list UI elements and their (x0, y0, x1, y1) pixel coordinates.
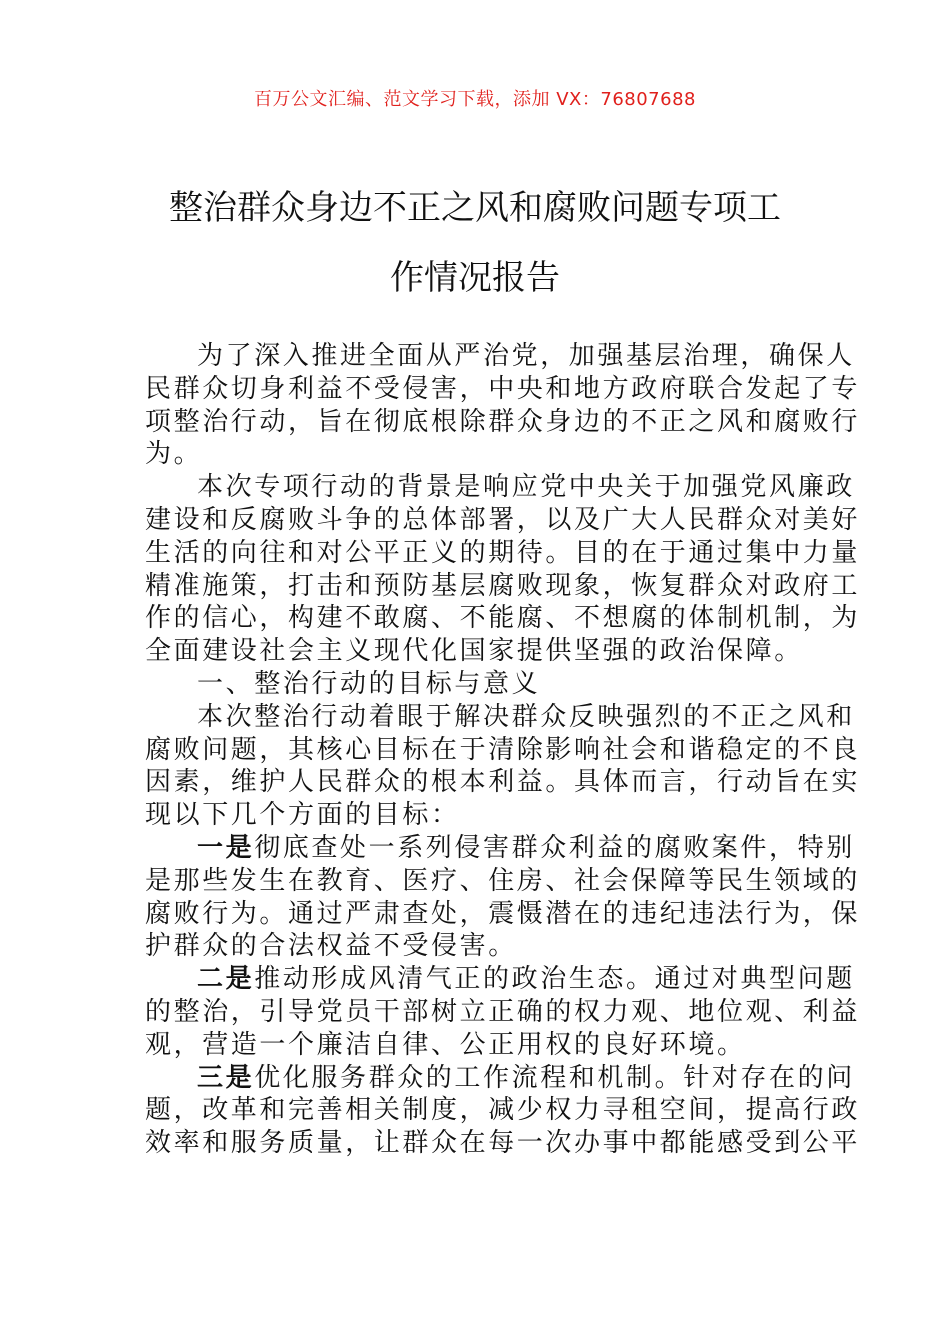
text-line: 腐败行为。通过严肃查处，震慑潜在的违纪违法行为，保 (145, 898, 861, 929)
text-line: 全面建设社会主义现代化国家提供坚强的政治保障。 (145, 636, 803, 667)
paragraph-background (145, 471, 861, 668)
text-line: 民群众切身利益不受侵害，中央和地方政府联合发起了专 (145, 373, 861, 404)
text-line: 题，改革和完善相关制度，减少权力寻租空间，提高行政 (145, 1095, 861, 1126)
section-heading (145, 668, 810, 701)
text-line: 观，营造一个廉洁自律、公正用权的良好环境。 (145, 1029, 746, 1060)
text-line: 作的信心，构建不敢腐、不能腐、不想腐的体制机制，为 (145, 603, 861, 634)
text-line: 是那些发生在教育、医疗、住房、社会保障等民生领域的 (145, 865, 861, 896)
text-line: 本次整治行动着眼于解决群众反映强烈的不正之风和 (197, 701, 855, 732)
text-line: 护群众的合法权益不受侵害。 (145, 931, 517, 962)
watermark-banner: 百万公文汇编、范文学习下载，添加 VX：76807688 (254, 89, 696, 110)
lead-label: 一是 (197, 832, 255, 863)
paragraph-goals (145, 701, 861, 832)
text-line (145, 963, 855, 996)
document-body (145, 340, 861, 1160)
paragraph-goal-3 (145, 1062, 861, 1160)
text-line: 生活的向往和对公平正义的期待。目的在于通过集中力量 (145, 537, 861, 568)
text-line: 建设和反腐败斗争的总体部署，以及广大人民群众对美好 (145, 504, 861, 535)
text-line: 因素，维护人民群众的根本利益。具体而言，行动旨在实 (145, 767, 861, 798)
text-line: 现以下几个方面的目标： (145, 800, 460, 831)
paragraph-intro (145, 340, 861, 471)
text-line: 项整治行动，旨在彻底根除群众身边的不正之风和腐败行 (145, 406, 861, 437)
text-line (145, 1062, 855, 1095)
text-line: 为了深入推进全面从严治党，加强基层治理，确保人 (197, 341, 855, 371)
text-line: 腐败问题，其核心目标在于清除影响社会和谐稳定的不良 (145, 734, 861, 765)
text-line: 效率和服务质量，让群众在每一次办事中都能感受到公平 (145, 1128, 861, 1159)
lead-text: 彻底查处一系列侵害群众利益的腐败案件，特别 (254, 832, 855, 863)
text-line: 为。 (145, 439, 203, 470)
text-line (145, 832, 855, 865)
lead-text: 推动形成风清气正的政治生态。通过对典型问题 (254, 964, 855, 995)
text-line: 本次专项行动的背景是响应党中央关于加强党风廉政 (197, 472, 855, 503)
paragraph-goal-2 (145, 963, 861, 1061)
document-title-line-1: 整治群众身边不正之风和腐败问题专项工 (169, 188, 781, 228)
heading-text: 一、整治行动的目标与意义 (197, 668, 541, 699)
lead-text: 优化服务群众的工作流程和机制。针对存在的问 (254, 1062, 855, 1093)
text-line: 精准施策，打击和预防基层腐败现象，恢复群众对政府工 (145, 570, 861, 601)
lead-label: 二是 (197, 964, 255, 995)
lead-label: 三是 (197, 1062, 255, 1093)
paragraph-goal-1 (145, 832, 861, 963)
text-line: 的整治，引导党员干部树立正确的权力观、地位观、利益 (145, 996, 861, 1027)
document-title-line-2: 作情况报告 (390, 258, 560, 298)
